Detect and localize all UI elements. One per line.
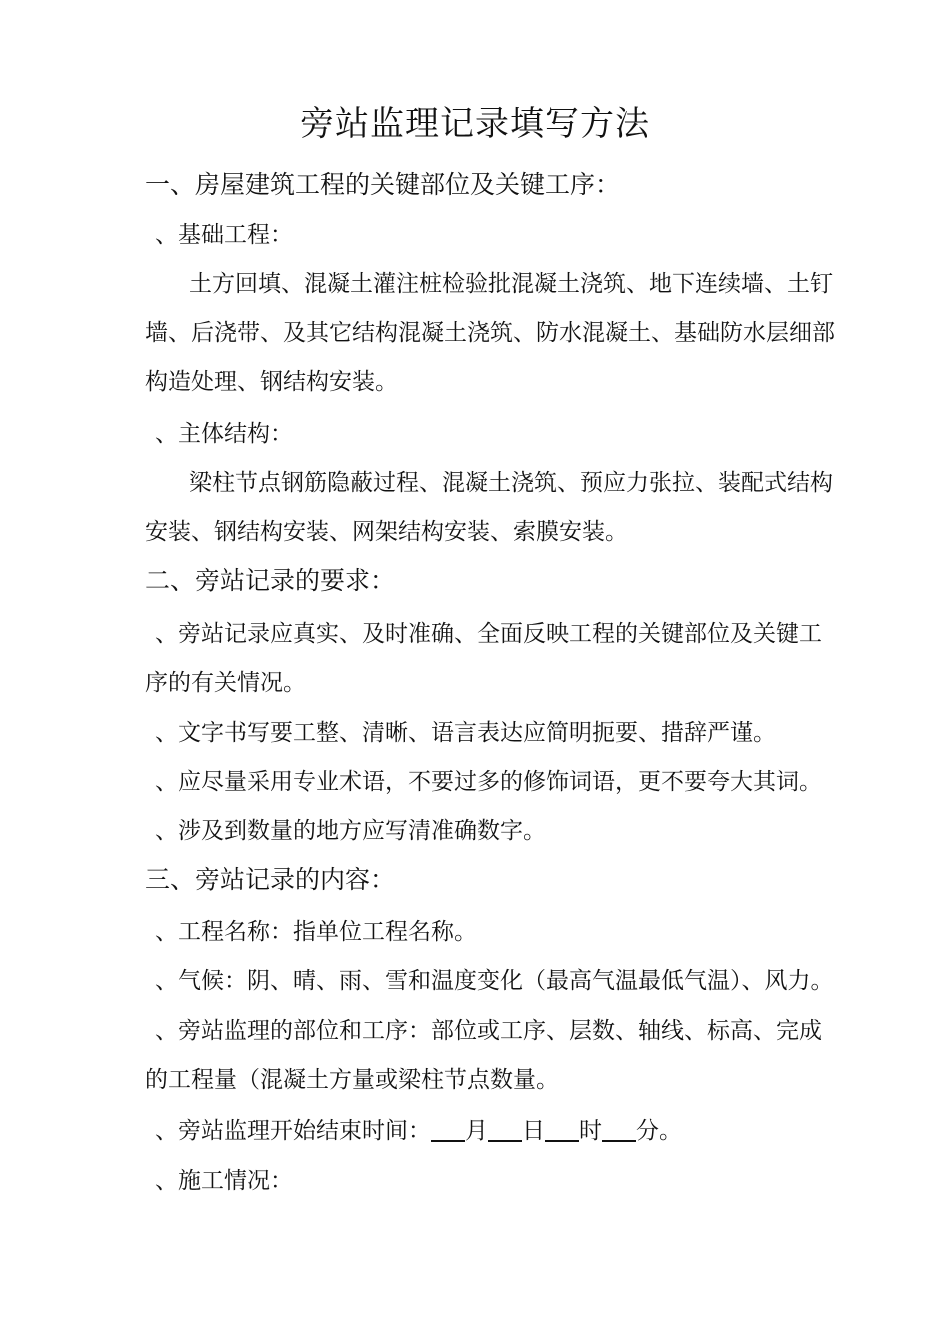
list-item: 、旁站监理的部位和工序：部位或工序、层数、轴线、标高、完成 [155,1018,822,1044]
list-item: 、旁站记录应真实、及时准确、全面反映工程的关键部位及关键工 [155,621,822,647]
hour-blank [545,1114,579,1142]
month-label: 月 [465,1118,488,1144]
paragraph-line: 梁柱节点钢筋隐蔽过程、混凝土浇筑、预应力张拉、装配式结构 [189,470,833,496]
paragraph-line: 构造处理、钢结构安装。 [145,369,398,395]
minute-blank [602,1114,636,1142]
list-item: 、施工情况： [155,1168,293,1194]
list-item: 、涉及到数量的地方应写清准确数字。 [155,818,546,844]
paragraph-line: 安装、钢结构安装、网架结构安装、索膜安装。 [145,519,628,545]
section-heading-1: 一、房屋建筑工程的关键部位及关键工序： [145,170,621,199]
list-item-continuation: 的工程量（混凝土方量或梁柱节点数量。 [145,1067,559,1093]
list-item: 、工程名称：指单位工程名称。 [155,919,477,945]
minute-label: 分。 [636,1118,682,1144]
month-blank [431,1114,465,1142]
section-heading-3: 三、旁站记录的内容： [145,865,396,894]
subheading-foundation: 、基础工程： [155,222,293,248]
time-fill-line [155,1114,682,1148]
document-title: 旁站监理记录填写方法 [300,104,650,144]
list-item: 、应尽量采用专业术语，不要过多的修饰词语，更不要夸大其词。 [155,769,822,795]
list-item: 、气候：阴、晴、雨、雪和温度变化（最高气温最低气温）、风力。 [155,968,834,994]
list-item-continuation: 序的有关情况。 [145,670,306,696]
list-item: 、文字书写要工整、清晰、语言表达应简明扼要、措辞严谨。 [155,720,776,746]
hour-label: 时 [579,1118,602,1144]
section-heading-2: 二、旁站记录的要求： [145,566,396,595]
paragraph-line: 墙、后浇带、及其它结构混凝土浇筑、防水混凝土、基础防水层细部 [145,320,835,346]
paragraph-line: 土方回填、混凝土灌注桩检验批混凝土浇筑、地下连续墙、土钉 [189,271,833,297]
subheading-main-structure: 、主体结构： [155,421,293,447]
day-label: 日 [522,1118,545,1144]
day-blank [488,1114,522,1142]
time-label: 、旁站监理开始结束时间： [155,1118,431,1144]
